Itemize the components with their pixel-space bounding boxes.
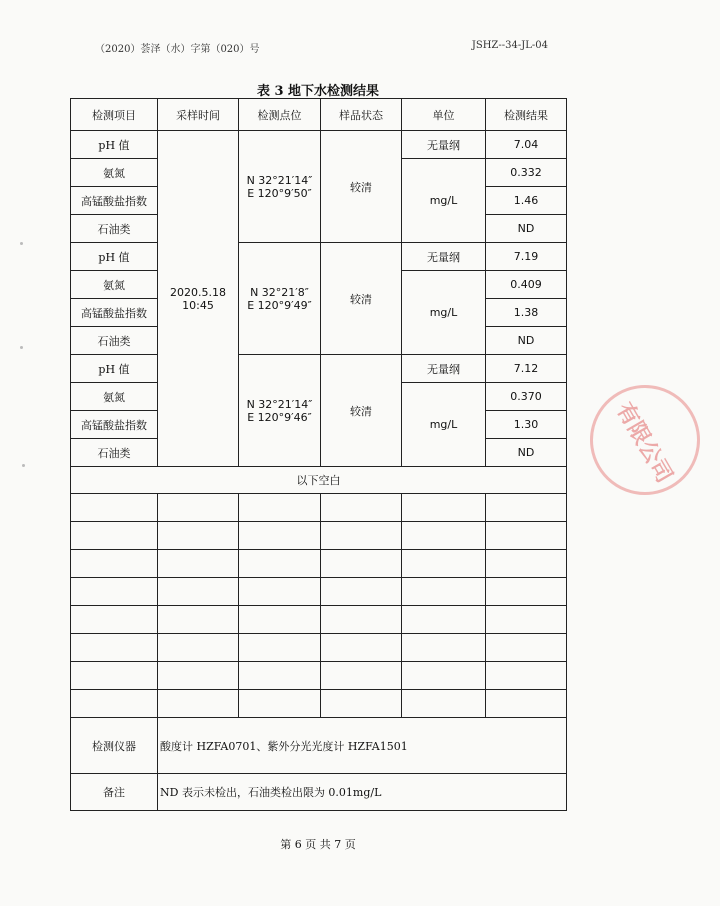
remark-label: 备注 xyxy=(71,774,158,811)
empty-row xyxy=(71,606,567,634)
table-row xyxy=(71,131,567,159)
item-cell: pH 值 xyxy=(71,131,158,159)
company-seal xyxy=(570,365,720,515)
result-cell: ND xyxy=(486,439,567,467)
item-cell: 高锰酸盐指数 xyxy=(71,187,158,215)
sample-date: 2020.5.18 xyxy=(170,285,226,299)
instrument-label: 检测仪器 xyxy=(71,718,158,774)
scan-dot xyxy=(22,464,25,467)
item-cell: 氨氮 xyxy=(71,383,158,411)
col-header-item: 检测项目 xyxy=(71,99,158,131)
item-cell: pH 值 xyxy=(71,355,158,383)
col-header-state: 样品状态 xyxy=(321,99,402,131)
empty-row xyxy=(71,690,567,718)
coord-n: N 32°21′14″ xyxy=(246,397,313,411)
coord-e: E 120°9′50″ xyxy=(247,186,312,200)
result-cell: 7.12 xyxy=(486,355,567,383)
col-header-result: 检测结果 xyxy=(486,99,567,131)
result-cell: 0.332 xyxy=(486,159,567,187)
table-title: 表 3 地下水检测结果 xyxy=(256,84,380,99)
result-cell: ND xyxy=(486,215,567,243)
scan-dot xyxy=(20,346,23,349)
result-cell: 7.04 xyxy=(486,131,567,159)
unit-cell: mg/L xyxy=(402,271,486,355)
result-cell: 7.19 xyxy=(486,243,567,271)
coord-n: N 32°21′14″ xyxy=(246,173,313,187)
item-cell: 高锰酸盐指数 xyxy=(71,299,158,327)
instrument-value: 酸度计 HZFA0701、紫外分光光度计 HZFA1501 xyxy=(158,718,567,774)
empty-row xyxy=(71,578,567,606)
blank-note: 以下空白 xyxy=(71,467,567,494)
empty-row xyxy=(71,522,567,550)
results-table xyxy=(70,98,567,811)
empty-row xyxy=(71,550,567,578)
item-cell: 氨氮 xyxy=(71,271,158,299)
result-cell: ND xyxy=(486,327,567,355)
unit-cell: 无量纲 xyxy=(402,243,486,271)
scan-dot xyxy=(20,242,23,245)
unit-cell: mg/L xyxy=(402,159,486,243)
remark-row xyxy=(71,774,567,811)
state-cell: 较清 xyxy=(321,355,402,467)
table-row xyxy=(71,355,567,383)
item-cell: 石油类 xyxy=(71,215,158,243)
item-cell: 氨氮 xyxy=(71,159,158,187)
item-cell: 石油类 xyxy=(71,327,158,355)
item-cell: pH 值 xyxy=(71,243,158,271)
result-cell: 0.370 xyxy=(486,383,567,411)
coord-e: E 120°9′46″ xyxy=(247,410,312,424)
remark-value: ND 表示未检出，石油类检出限为 0.01mg/L xyxy=(158,774,567,811)
col-header-point: 检测点位 xyxy=(239,99,321,131)
state-cell: 较清 xyxy=(321,131,402,243)
page-footer: 第 6 页 共 7 页 xyxy=(280,838,356,851)
point-cell xyxy=(239,243,321,355)
sample-time-cell xyxy=(158,131,239,467)
report-number: （2020）荟泽（水）字第（020）号 xyxy=(95,44,260,55)
result-cell: 1.38 xyxy=(486,299,567,327)
unit-cell: mg/L xyxy=(402,383,486,467)
item-cell: 高锰酸盐指数 xyxy=(71,411,158,439)
result-cell: 0.409 xyxy=(486,271,567,299)
state-cell: 较清 xyxy=(321,243,402,355)
table-row xyxy=(71,243,567,271)
header-row xyxy=(71,99,567,131)
coord-n: N 32°21′8″ xyxy=(250,285,309,299)
result-cell: 1.30 xyxy=(486,411,567,439)
sample-clock: 10:45 xyxy=(182,298,214,312)
point-cell xyxy=(239,131,321,243)
instrument-row xyxy=(71,718,567,774)
unit-cell: 无量纲 xyxy=(402,131,486,159)
item-cell: 石油类 xyxy=(71,439,158,467)
blank-note-row xyxy=(71,467,567,494)
empty-row xyxy=(71,634,567,662)
point-cell xyxy=(239,355,321,467)
result-cell: 1.46 xyxy=(486,187,567,215)
col-header-sample-time: 采样时间 xyxy=(158,99,239,131)
col-header-unit: 单位 xyxy=(402,99,486,131)
coord-e: E 120°9′49″ xyxy=(247,298,312,312)
unit-cell: 无量纲 xyxy=(402,355,486,383)
seal-text: 有限公司 xyxy=(611,397,678,488)
empty-row xyxy=(71,494,567,522)
empty-row xyxy=(71,662,567,690)
document-code: JSHZ--34-JL-04 xyxy=(471,40,548,51)
